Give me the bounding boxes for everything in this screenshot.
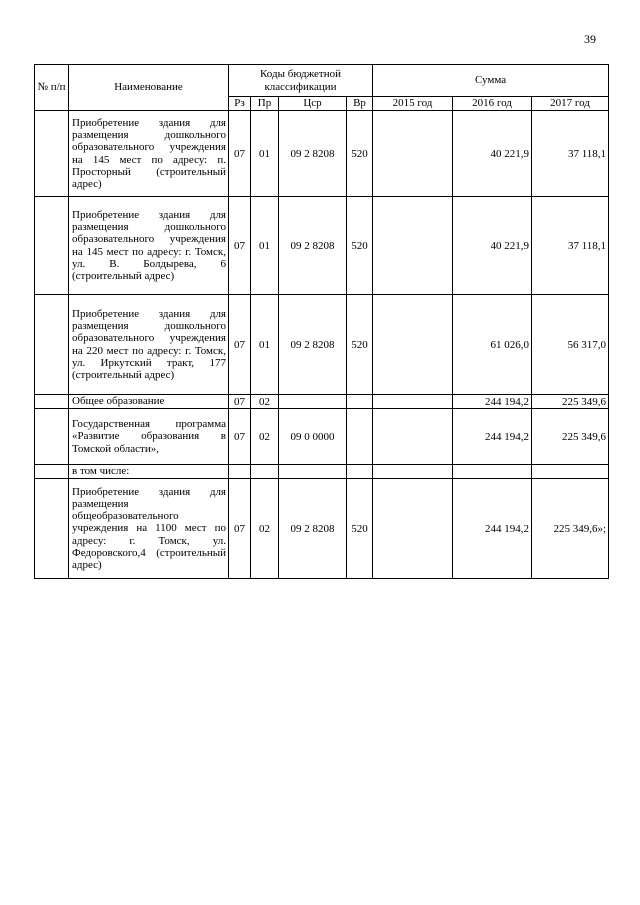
row-name: Приобретение здания для размещения дошкольного образовательного учреждения на 145 мест по адресу: г. Томск, ул. В. Болдырева, 6 (строительный адрес) <box>69 197 229 295</box>
header-pr: Пр <box>251 97 279 111</box>
page-number: 39 <box>584 32 596 46</box>
row-2016: 61 026,0 <box>453 295 532 395</box>
row-2015 <box>373 465 453 479</box>
row-2016: 40 221,9 <box>453 111 532 197</box>
table-row <box>35 465 609 479</box>
header-2017: 2017 год <box>532 97 609 111</box>
row-2016: 40 221,9 <box>453 197 532 295</box>
row-2017 <box>532 465 609 479</box>
row-num <box>35 197 69 295</box>
row-2017: 225 349,6 <box>532 395 609 409</box>
row-csr: 09 2 8208 <box>279 197 347 295</box>
table-row <box>35 395 609 409</box>
row-num <box>35 465 69 479</box>
row-pr: 02 <box>251 409 279 465</box>
row-2016: 244 194,2 <box>453 409 532 465</box>
row-vr: 520 <box>347 197 373 295</box>
header-name: Наименование <box>69 65 229 111</box>
row-name: Приобретение здания для размещения общеобразовательного учреждения на 1100 мест по адресу: г. Томск, ул. Федоровского,4 (строительный адрес) <box>69 479 229 579</box>
row-2015 <box>373 111 453 197</box>
row-vr <box>347 409 373 465</box>
row-pr: 02 <box>251 479 279 579</box>
table-row <box>35 295 609 395</box>
row-num <box>35 295 69 395</box>
header-vr: Вр <box>347 97 373 111</box>
row-pr: 02 <box>251 395 279 409</box>
row-csr <box>279 465 347 479</box>
row-vr <box>347 395 373 409</box>
row-csr: 09 2 8208 <box>279 111 347 197</box>
row-name: Государственная программа «Развитие образования в Томской области», <box>69 409 229 465</box>
row-csr <box>279 395 347 409</box>
row-csr: 09 0 0000 <box>279 409 347 465</box>
table-row <box>35 479 609 579</box>
row-num <box>35 479 69 579</box>
row-name: в том числе: <box>69 465 229 479</box>
row-rz: 07 <box>229 197 251 295</box>
row-rz: 07 <box>229 295 251 395</box>
header-num: № п/п <box>35 65 69 111</box>
row-pr: 01 <box>251 197 279 295</box>
row-rz <box>229 465 251 479</box>
header-codes: Коды бюджетной классификации <box>229 65 373 97</box>
row-csr: 09 2 8208 <box>279 479 347 579</box>
row-rz: 07 <box>229 395 251 409</box>
row-name: Приобретение здания для размещения дошкольного образовательного учреждения на 145 мест по адресу: п. Просторный (строительный адрес) <box>69 111 229 197</box>
row-rz: 07 <box>229 111 251 197</box>
row-pr: 01 <box>251 111 279 197</box>
row-num <box>35 395 69 409</box>
table-row <box>35 197 609 295</box>
header-2015: 2015 год <box>373 97 453 111</box>
row-2015 <box>373 409 453 465</box>
row-rz: 07 <box>229 479 251 579</box>
row-vr: 520 <box>347 479 373 579</box>
row-2015 <box>373 295 453 395</box>
row-2016: 244 194,2 <box>453 479 532 579</box>
row-2017: 37 118,1 <box>532 111 609 197</box>
table-row <box>35 409 609 465</box>
row-2017: 225 349,6»; <box>532 479 609 579</box>
row-2016 <box>453 465 532 479</box>
row-csr: 09 2 8208 <box>279 295 347 395</box>
row-num <box>35 409 69 465</box>
row-pr <box>251 465 279 479</box>
row-vr <box>347 465 373 479</box>
budget-table <box>34 64 609 579</box>
row-2015 <box>373 479 453 579</box>
header-2016: 2016 год <box>453 97 532 111</box>
row-vr: 520 <box>347 295 373 395</box>
row-2015 <box>373 197 453 295</box>
row-2017: 225 349,6 <box>532 409 609 465</box>
row-2017: 37 118,1 <box>532 197 609 295</box>
row-2015 <box>373 395 453 409</box>
row-name: Общее образование <box>69 395 229 409</box>
row-2016: 244 194,2 <box>453 395 532 409</box>
row-pr: 01 <box>251 295 279 395</box>
row-vr: 520 <box>347 111 373 197</box>
table-row <box>35 111 609 197</box>
row-2017: 56 317,0 <box>532 295 609 395</box>
header-sum: Сумма <box>373 65 609 97</box>
header-rz: Рз <box>229 97 251 111</box>
header-csr: Цср <box>279 97 347 111</box>
row-rz: 07 <box>229 409 251 465</box>
row-num <box>35 111 69 197</box>
row-name: Приобретение здания для размещения дошкольного образовательного учреждения на 220 мест по адресу: г. Томск, ул. Иркутский тракт, 177 (строительный адрес) <box>69 295 229 395</box>
